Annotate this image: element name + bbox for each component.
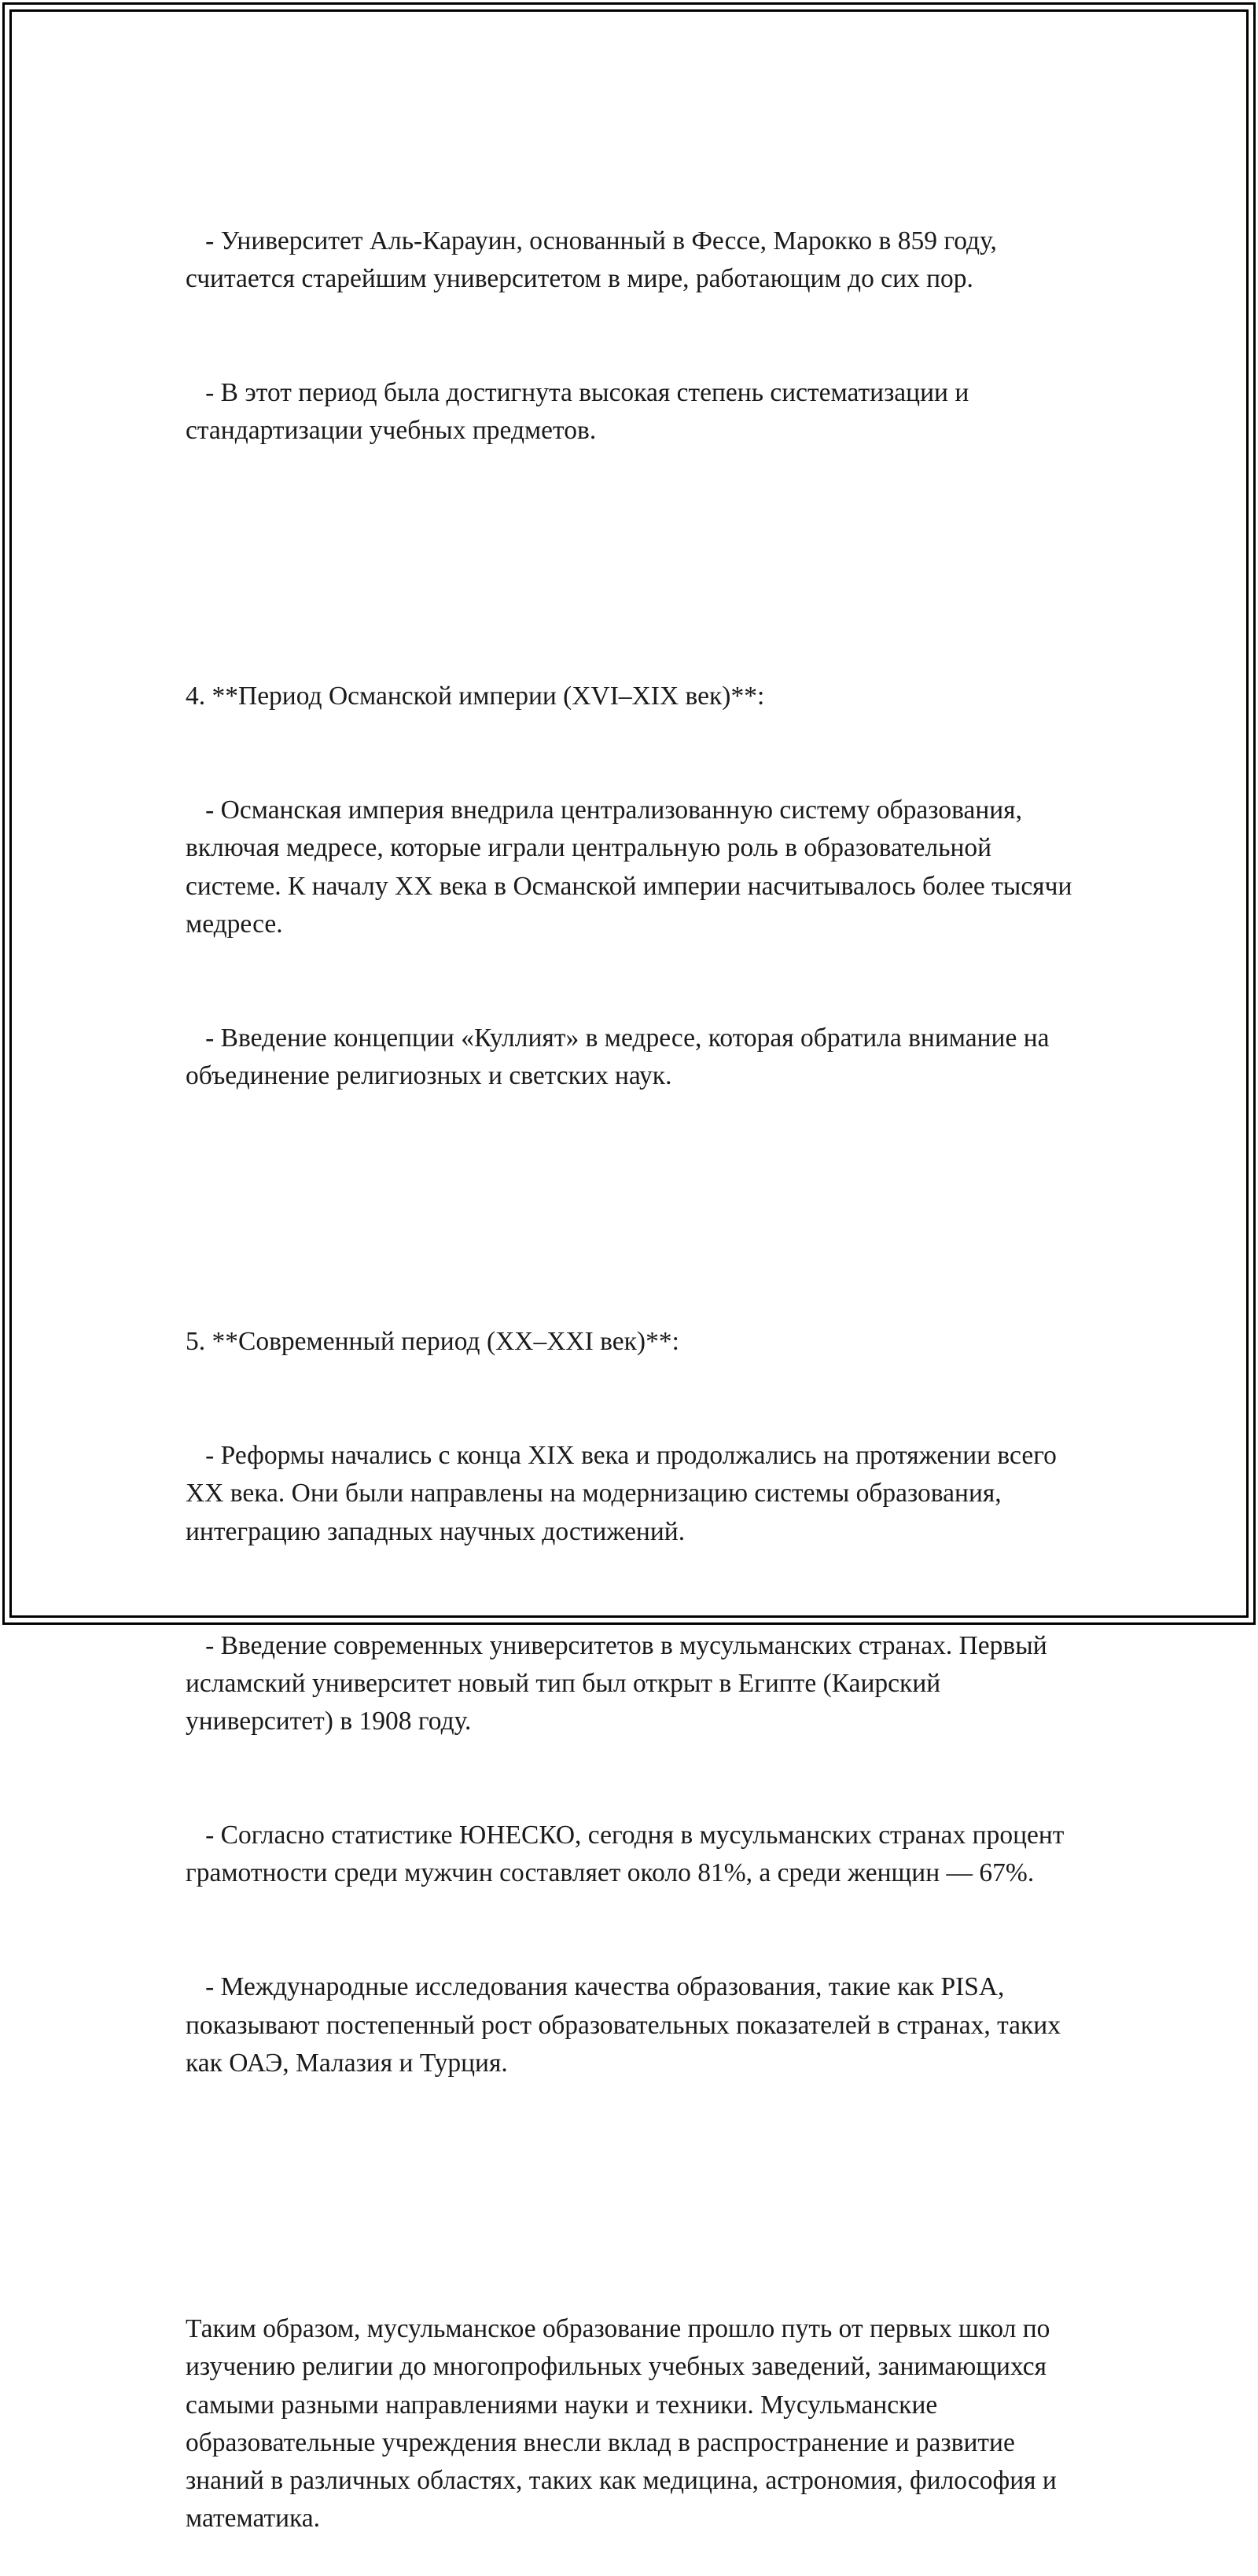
list-item: - Османская империя внедрила централизованную систему образования, включая медресе, которые играли центральную роль в образовательной системе. К началу XX века в Османской империи насчитывалось более тысячи медресе.	[186, 796, 1079, 939]
section-heading: 5. **Современный период (XX–XXI век)**:	[186, 1327, 679, 1357]
paragraph-spacer	[186, 526, 1090, 564]
document-body	[186, 146, 1090, 2576]
list-item: - Согласно статистике ЮНЕСКО, сегодня в мусульманских странах процент грамотности среди мужчин составляет около 81%, а среди женщин — 67%.	[186, 1821, 1071, 1888]
list-item: - Реформы начались с конца XIX века и продолжались на протяжении всего XX века. Они были направлены на модернизацию системы образования, интеграцию западных научных достижений.	[186, 1441, 1064, 1546]
list-item: - Введение концепции «Куллият» в медресе, которая обратила внимание на объединение религиозных и светских наук.	[186, 1023, 1056, 1091]
paragraph-spacer	[186, 2159, 1090, 2196]
list-item: - В этот период была достигнута высокая степень систематизации и стандартизации учебных предметов.	[186, 377, 976, 446]
section-heading: 4. **Период Османской империи (XVI–XIX век)**:	[186, 682, 765, 711]
list-item: - Введение современных университетов в мусульманских странах. Первый исламский университет новый тип был открыт в Египте (Каирский университет) в 1908 году.	[186, 1630, 1054, 1736]
list-item: - Международные исследования качества образования, такие как PISA, показывают постепенный рост образовательных показателей в странах, таких как ОАЭ, Малазия и Турция.	[186, 1972, 1068, 2078]
paragraph-spacer	[186, 1171, 1090, 1209]
list-item: - Университет Аль-Карауин, основанный в Фессе, Марокко в 859 году, считается старейшим университетом в мире, работающим до сих пор.	[186, 226, 1004, 293]
conclusion-paragraph: Таким образом, мусульманское образование прошло путь от первых школ по изучению религии до многопрофильных учебных заведений, занимающихся самыми разными направлениями науки и техники. Мусульманские образовательные учреждения внесли вклад в распространение и развитие знаний в различных областях, таких как медицина, астрономия, философия и математика.	[186, 2313, 1064, 2534]
